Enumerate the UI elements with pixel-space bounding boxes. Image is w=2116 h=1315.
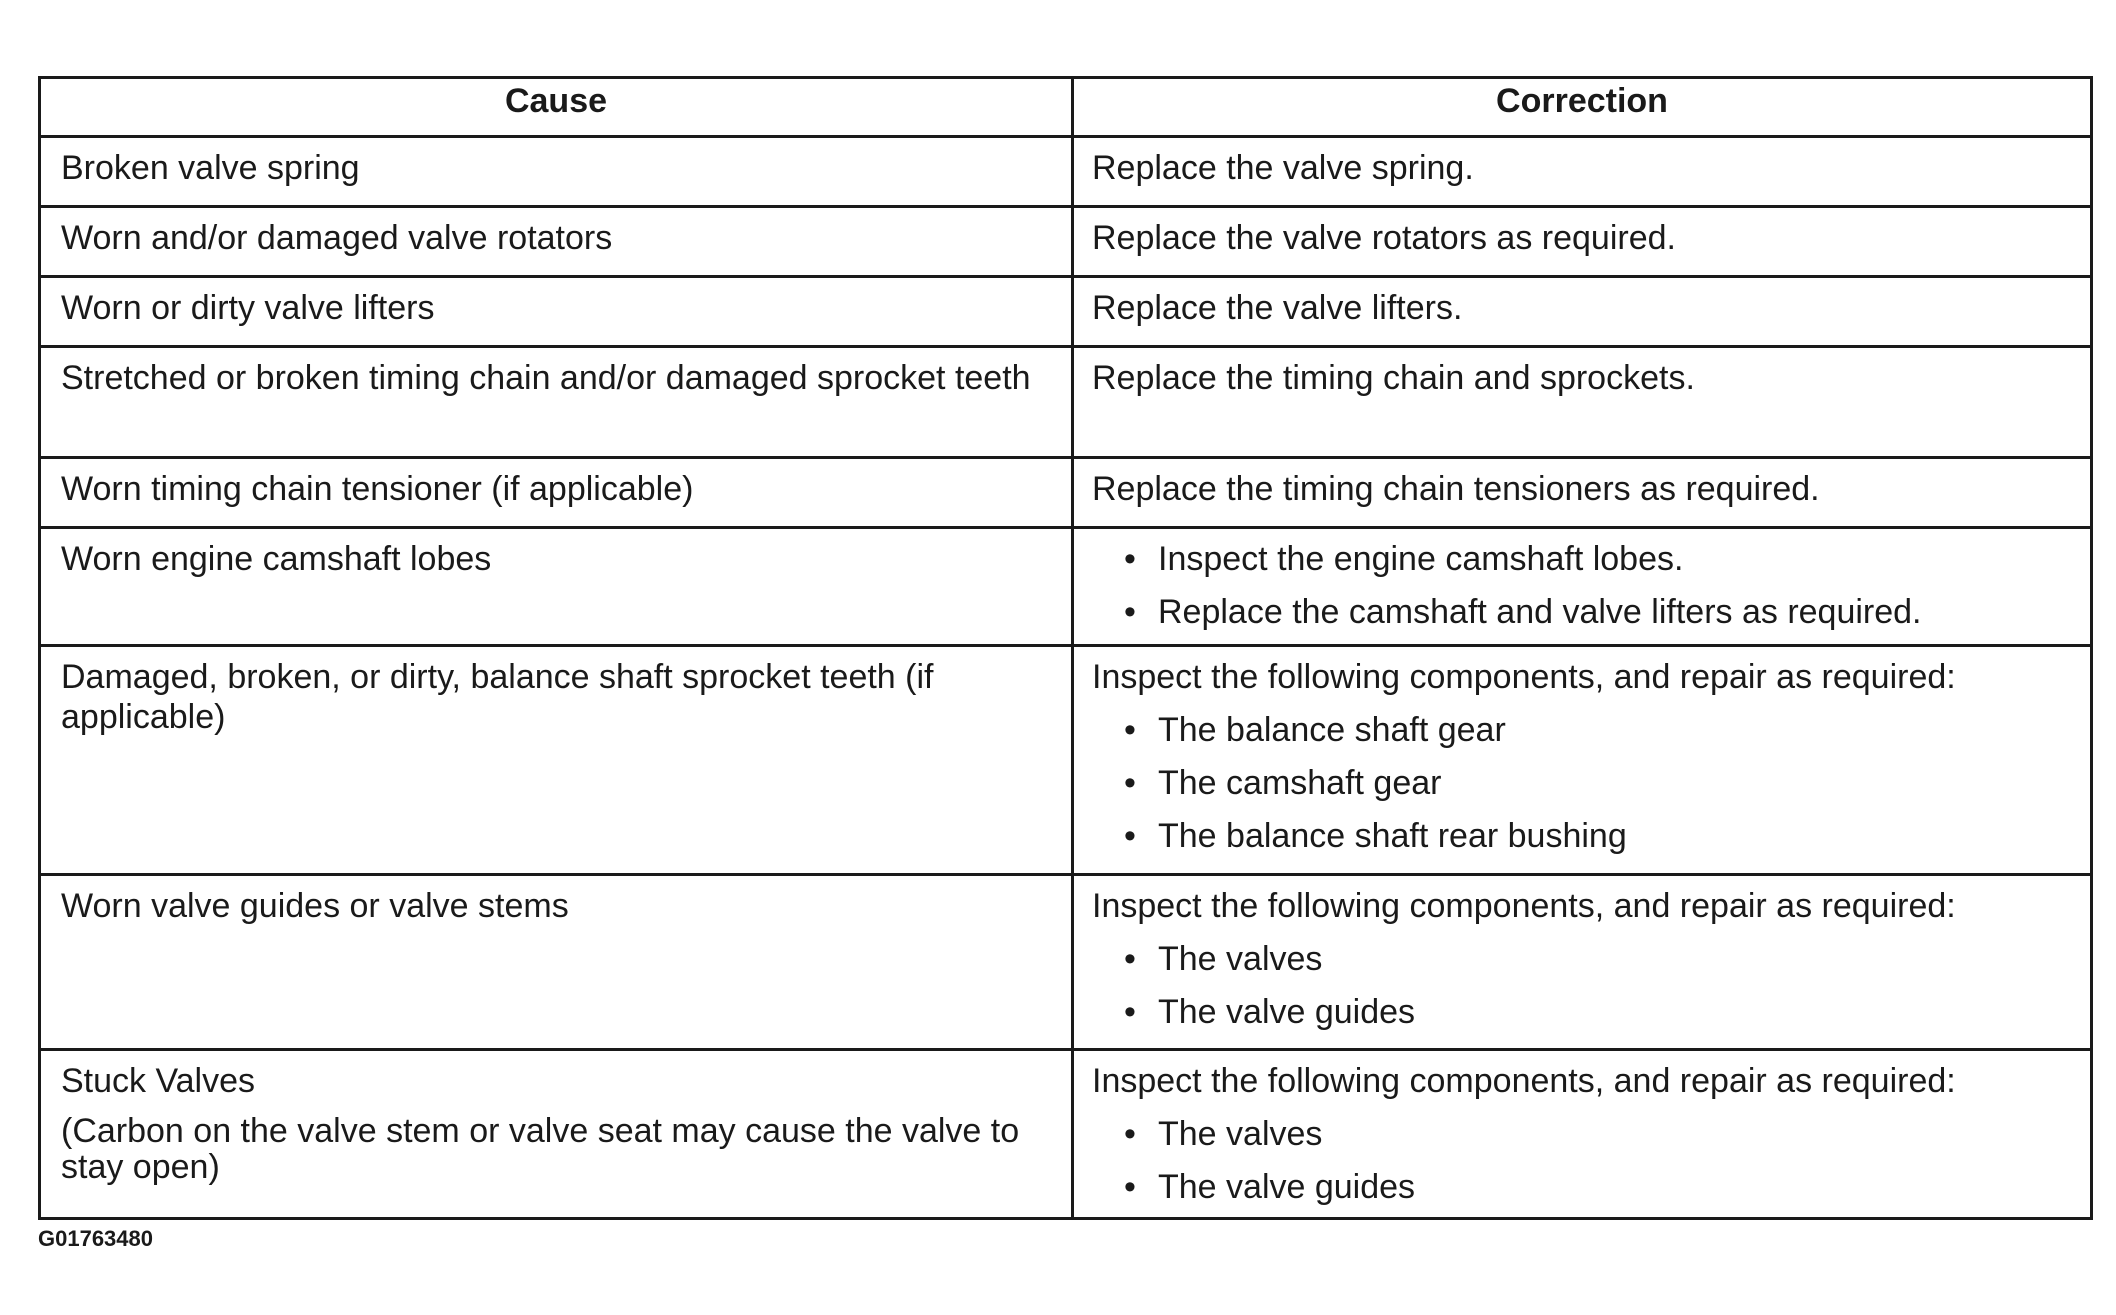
table-row [40, 277, 2092, 347]
correction-cell [1073, 1050, 2092, 1219]
cause-cell: Broken valve spring [40, 137, 1073, 207]
cause-note: (Carbon on the valve stem or valve seat may cause the valve to stay open) [61, 1112, 1020, 1186]
diagnosis-table [38, 76, 2093, 1220]
bullet-icon: • [1124, 817, 1136, 855]
figure-code: G01763480 [38, 1226, 153, 1251]
list-item-text: The valves [1158, 1115, 1323, 1153]
cause-cell [40, 1050, 1073, 1219]
list-item-text: Replace the camshaft and valve lifters as required. [1158, 593, 1922, 631]
correction-intro: Inspect the following components, and repair as required: [1092, 658, 1956, 696]
header-correction: Correction [1073, 78, 2092, 137]
correction-cell [1073, 646, 2092, 875]
correction-intro: Inspect the following components, and repair as required: [1092, 1062, 1956, 1100]
correction-cell: Replace the timing chain and sprockets. [1073, 347, 2092, 458]
cause-cell: Worn valve guides or valve stems [40, 875, 1073, 1050]
table-row [40, 1050, 2092, 1219]
bullet-icon: • [1124, 711, 1136, 749]
bullet-icon: • [1124, 993, 1136, 1031]
table-row [40, 458, 2092, 528]
cause-cell: Worn engine camshaft lobes [40, 528, 1073, 646]
list-item [1092, 539, 2072, 579]
list-item-text: The camshaft gear [1158, 764, 1442, 802]
table-header-row [40, 78, 2092, 137]
bullet-icon: • [1124, 540, 1136, 578]
cause-cell: Worn timing chain tensioner (if applicable) [40, 458, 1073, 528]
correction-list [1092, 710, 2072, 856]
table-row [40, 646, 2092, 875]
bullet-icon: • [1124, 1168, 1136, 1206]
list-item [1092, 763, 2072, 803]
bullet-icon: • [1124, 764, 1136, 802]
header-cause: Cause [40, 78, 1073, 137]
list-item [1092, 1167, 2072, 1207]
cause-text: Stuck Valves [61, 1062, 256, 1100]
cause-cell: Worn and/or damaged valve rotators [40, 207, 1073, 277]
correction-cell: Replace the valve spring. [1073, 137, 2092, 207]
list-item [1092, 710, 2072, 750]
diagnosis-table-container [38, 76, 2090, 1220]
table-row [40, 875, 2092, 1050]
correction-list [1092, 1114, 2072, 1207]
correction-list [1092, 939, 2072, 1032]
table-row [40, 137, 2092, 207]
correction-cell: Replace the timing chain tensioners as required. [1073, 458, 2092, 528]
bullet-icon: • [1124, 1115, 1136, 1153]
list-item-text: The valve guides [1158, 1168, 1416, 1206]
table-row [40, 347, 2092, 458]
bullet-icon: • [1124, 593, 1136, 631]
correction-cell [1073, 875, 2092, 1050]
bullet-icon: • [1124, 940, 1136, 978]
correction-cell: Replace the valve lifters. [1073, 277, 2092, 347]
correction-cell [1073, 528, 2092, 646]
list-item [1092, 992, 2072, 1032]
list-item-text: The valves [1158, 940, 1323, 978]
list-item-text: The valve guides [1158, 993, 1416, 1031]
list-item-text: The balance shaft rear bushing [1158, 817, 1627, 855]
correction-cell: Replace the valve rotators as required. [1073, 207, 2092, 277]
list-item-text: Inspect the engine camshaft lobes. [1158, 540, 1684, 578]
list-item [1092, 939, 2072, 979]
cause-cell: Worn or dirty valve lifters [40, 277, 1073, 347]
correction-list [1092, 539, 2072, 632]
correction-intro: Inspect the following components, and repair as required: [1092, 887, 1956, 925]
table-row [40, 207, 2092, 277]
cause-cell: Damaged, broken, or dirty, balance shaft sprocket teeth (if applicable) [40, 646, 1073, 875]
list-item [1092, 816, 2072, 856]
list-item [1092, 1114, 2072, 1154]
list-item [1092, 592, 2072, 632]
list-item-text: The balance shaft gear [1158, 711, 1506, 749]
table-row [40, 528, 2092, 646]
cause-cell: Stretched or broken timing chain and/or damaged sprocket teeth [40, 347, 1073, 458]
